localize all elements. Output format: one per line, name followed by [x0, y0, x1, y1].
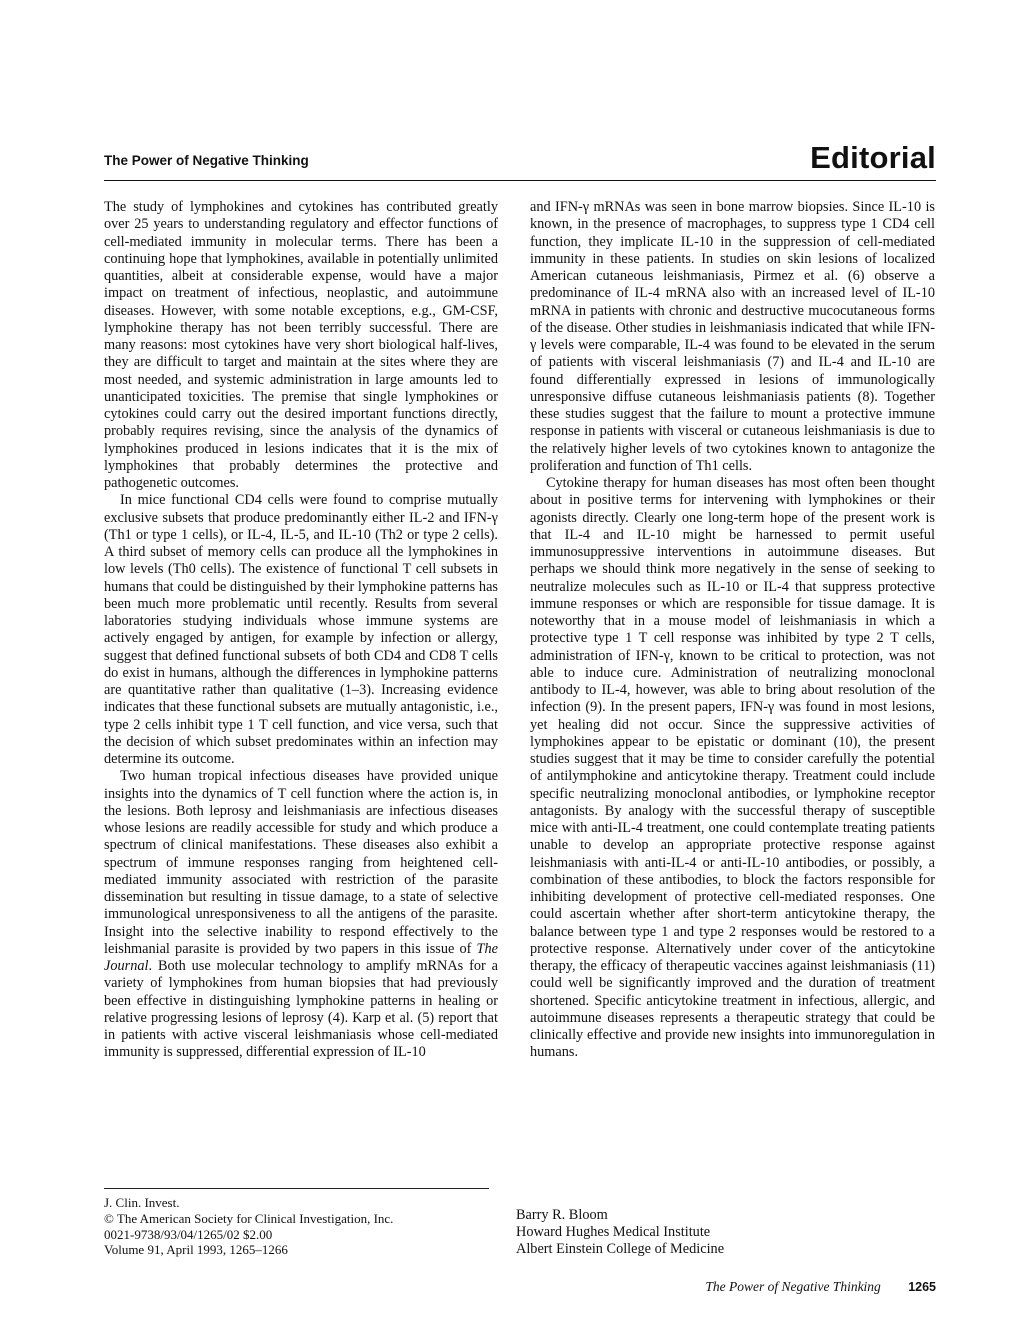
- footer-running-title: The Power of Negative Thinking: [705, 1279, 881, 1294]
- footnote-divider: [104, 1188, 489, 1189]
- section-label: Editorial: [810, 140, 936, 175]
- paragraph: and IFN-γ mRNAs was seen in bone marrow biopsies. Since IL-10 is known, in the presence of macrophages, to suppress type 1 CD4 cell function, they implicate IL-10 in the suppression of cell-mediated immunity in these patients. In studies on skin lesions of localized American cutaneous leishmaniasis, Pirmez et al. (6) observe a predominance of IL-4 mRNA also with an increased level of IL-10 mRNA in patients with chronic and destructive mucocutaneous forms of the disease. Other studies in leishmaniasis indicated that while IFN-γ levels were comparable, IL-4 was found to be elevated in the serum of patients with visceral leishmaniasis (7) and IL-4 and IL-10 are found differentially expressed in lesions of immunologically unresponsive diffuse cutaneous leishmaniasis patients (8). Together these studies suggest that the failure to mount a protective immune response in patients with visceral or cutaneous leishmaniasis is due to the relatively higher levels of two cytokines known to antagonize the proliferation and function of Th1 cells.: [530, 199, 935, 474]
- paragraph: [104, 768, 498, 1061]
- page-header: [104, 134, 936, 181]
- page-number: 1265: [908, 1280, 936, 1294]
- author-affiliation: Albert Einstein College of Medicine: [516, 1241, 725, 1258]
- paragraph: In mice functional CD4 cells were found to comprise mutually exclusive subsets that produce predominantly either IL-2 and IFN-γ (Th1 or type 1 cells), or IL-4, IL-5, and IL-10 (Th2 or type 2 cells). A third subset of memory cells can produce all the lymphokines in low levels (Th0 cells). The existence of functional T cell subsets in humans that could be distinguished by their lymphokine patterns has been much more problematic until recently. Results from several laboratories studying individuals whose immune systems are actively engaged by antigen, for example by infection or allergy, suggest that defined functional subsets of both CD4 and CD8 T cells do exist in humans, although the differences in lymphokine patterns are quantitative rather than qualitative (1–3). Increasing evidence indicates that these functional subsets are mutually antagonistic, i.e., type 2 cells inhibit type 1 T cell function, and vice versa, such that the decision of which subset predominates within an infection may determine its outcome.: [104, 492, 498, 767]
- right-column: [530, 199, 935, 1062]
- paragraph: The study of lymphokines and cytokines has contributed greatly over 25 years to understanding regulatory and effector functions of cell-mediated immunity in molecular terms. There has been a continuing hope that lymphokines, available in potentially unlimited quantities, albeit at considerable expense, would have a major impact on treatment of infectious, neoplastic, and autoimmune diseases. However, with some notable exceptions, e.g., GM-CSF, lymphokine therapy has not been terribly successful. There are many reasons: most cytokines have very short biological half-lives, they are difficult to target and maintain at the sites where they are most needed, and systemic administration in large amounts led to unanticipated toxicities. The premise that single lymphokines or cytokines could carry out the desired important functions directly, probably requires revising, since the analysis of the dynamics of lymphokines produced in lesions indicates that it is the mix of lymphokines that probably determines the protective and pathogenetic outcomes.: [104, 199, 498, 491]
- left-column: [104, 199, 498, 1062]
- footnote-journal: J. Clin. Invest.: [104, 1195, 180, 1210]
- paragraph-text: Two human tropical infectious diseases have provided unique insights into the dynamics of T cell function where the action is, in the lesions. Both leprosy and leishmaniasis are infectious diseases whose lesions are readily accessible for study and which produce a spectrum of clinical manifestations. These diseases also exhibit a spectrum of immune responses ranging from heightened cell-mediated immunity associated with restriction of the parasite dissemination but resulting in tissue damage, to a state of selective immunological unresponsiveness to all the antigens of the parasite. Insight into the selective inability to respond effectively to the leishmanial parasite is provided by two papers in this issue of: [104, 768, 498, 957]
- author-affiliation: Howard Hughes Medical Institute: [516, 1224, 711, 1241]
- paragraph-text: . Both use molecular technology to amplify mRNAs for a variety of lymphokines from human biopsies that had previously been effective in distinguishing lymphokine patterns in healing or relative progressing lesions of leprosy (4). Karp et al. (5) report that in patients with active visceral leishmaniasis whose cell-mediated immunity is suppressed, differential expression of IL-10: [104, 958, 498, 1061]
- footnote-copyright: © The American Society for Clinical Investigation, Inc.: [104, 1210, 394, 1226]
- paragraph: Cytokine therapy for human diseases has most often been thought about in positive terms for intervening with lymphokines or their agonists directly. Clearly one long-term hope of the present work is that IL-4 and IL-10 might be harnessed to permit useful immunosuppressive interventions in autoimmune diseases. But perhaps we should think more negatively in the sense of seeking to neutralize molecules such as IL-10 or IL-4 that suppress protective immune responses or which are responsible for tissue damage. It is noteworthy that in a mouse model of leishmaniasis in which a protective type 1 T cell response was inhibited by type 2 T cells, administration of IFN-γ, known to be critical to protection, was not able to induce cure. Administration of neutralizing monoclonal antibody to IL-4, however, was able to bring about resolution of the infection (9). In the present papers, IFN-γ was found in most lesions, yet healing did not occur. Since the suppressive activities of lymphokines appear to be epistatic or dominant (10), the present studies suggest that it may be time to consider carefully the potential of antilymphokine and anticytokine therapy. Treatment could include specific neutralizing monoclonal antibodies, or lymphokine receptor antagonists. By analogy with the successful therapy of susceptible mice with anti-IL-4 treatment, one could contemplate treating patients unable to develop an appropriate protective response against leishmaniasis with anti-IL-4 or anti-IL-10 antibodies, or possibly, a combination of these antibodies, to block the factors responsible for inhibiting development of protective cell-mediated responses. One could ascertain whether after short-term anticytokine therapy, the balance between type 1 and type 2 responses would be restored to a protective response. Alternatively under cover of the anticytokine therapy, the efficacy of therapeutic vaccines against leishmaniasis (11) could well be significantly improved and the duration of treatment shortened. Specific anticytokine treatment in infectious, allergic, and autoimmune diseases represents a therapeutic strategy that could be clinically effective and provide new insights into immunoregulation in humans.: [530, 475, 935, 1061]
- running-title: The Power of Negative Thinking: [104, 153, 309, 168]
- journal-name: The Journal: [104, 940, 498, 974]
- footnote: [104, 1195, 504, 1258]
- footnote-issn: 0021-9738/93/04/1265/02 $2.00: [104, 1226, 273, 1242]
- author-block: [516, 1207, 876, 1259]
- author-name: Barry R. Bloom: [516, 1207, 608, 1223]
- page-footer: [705, 1279, 936, 1295]
- footnote-volume: Volume 91, April 1993, 1265–1266: [104, 1242, 288, 1258]
